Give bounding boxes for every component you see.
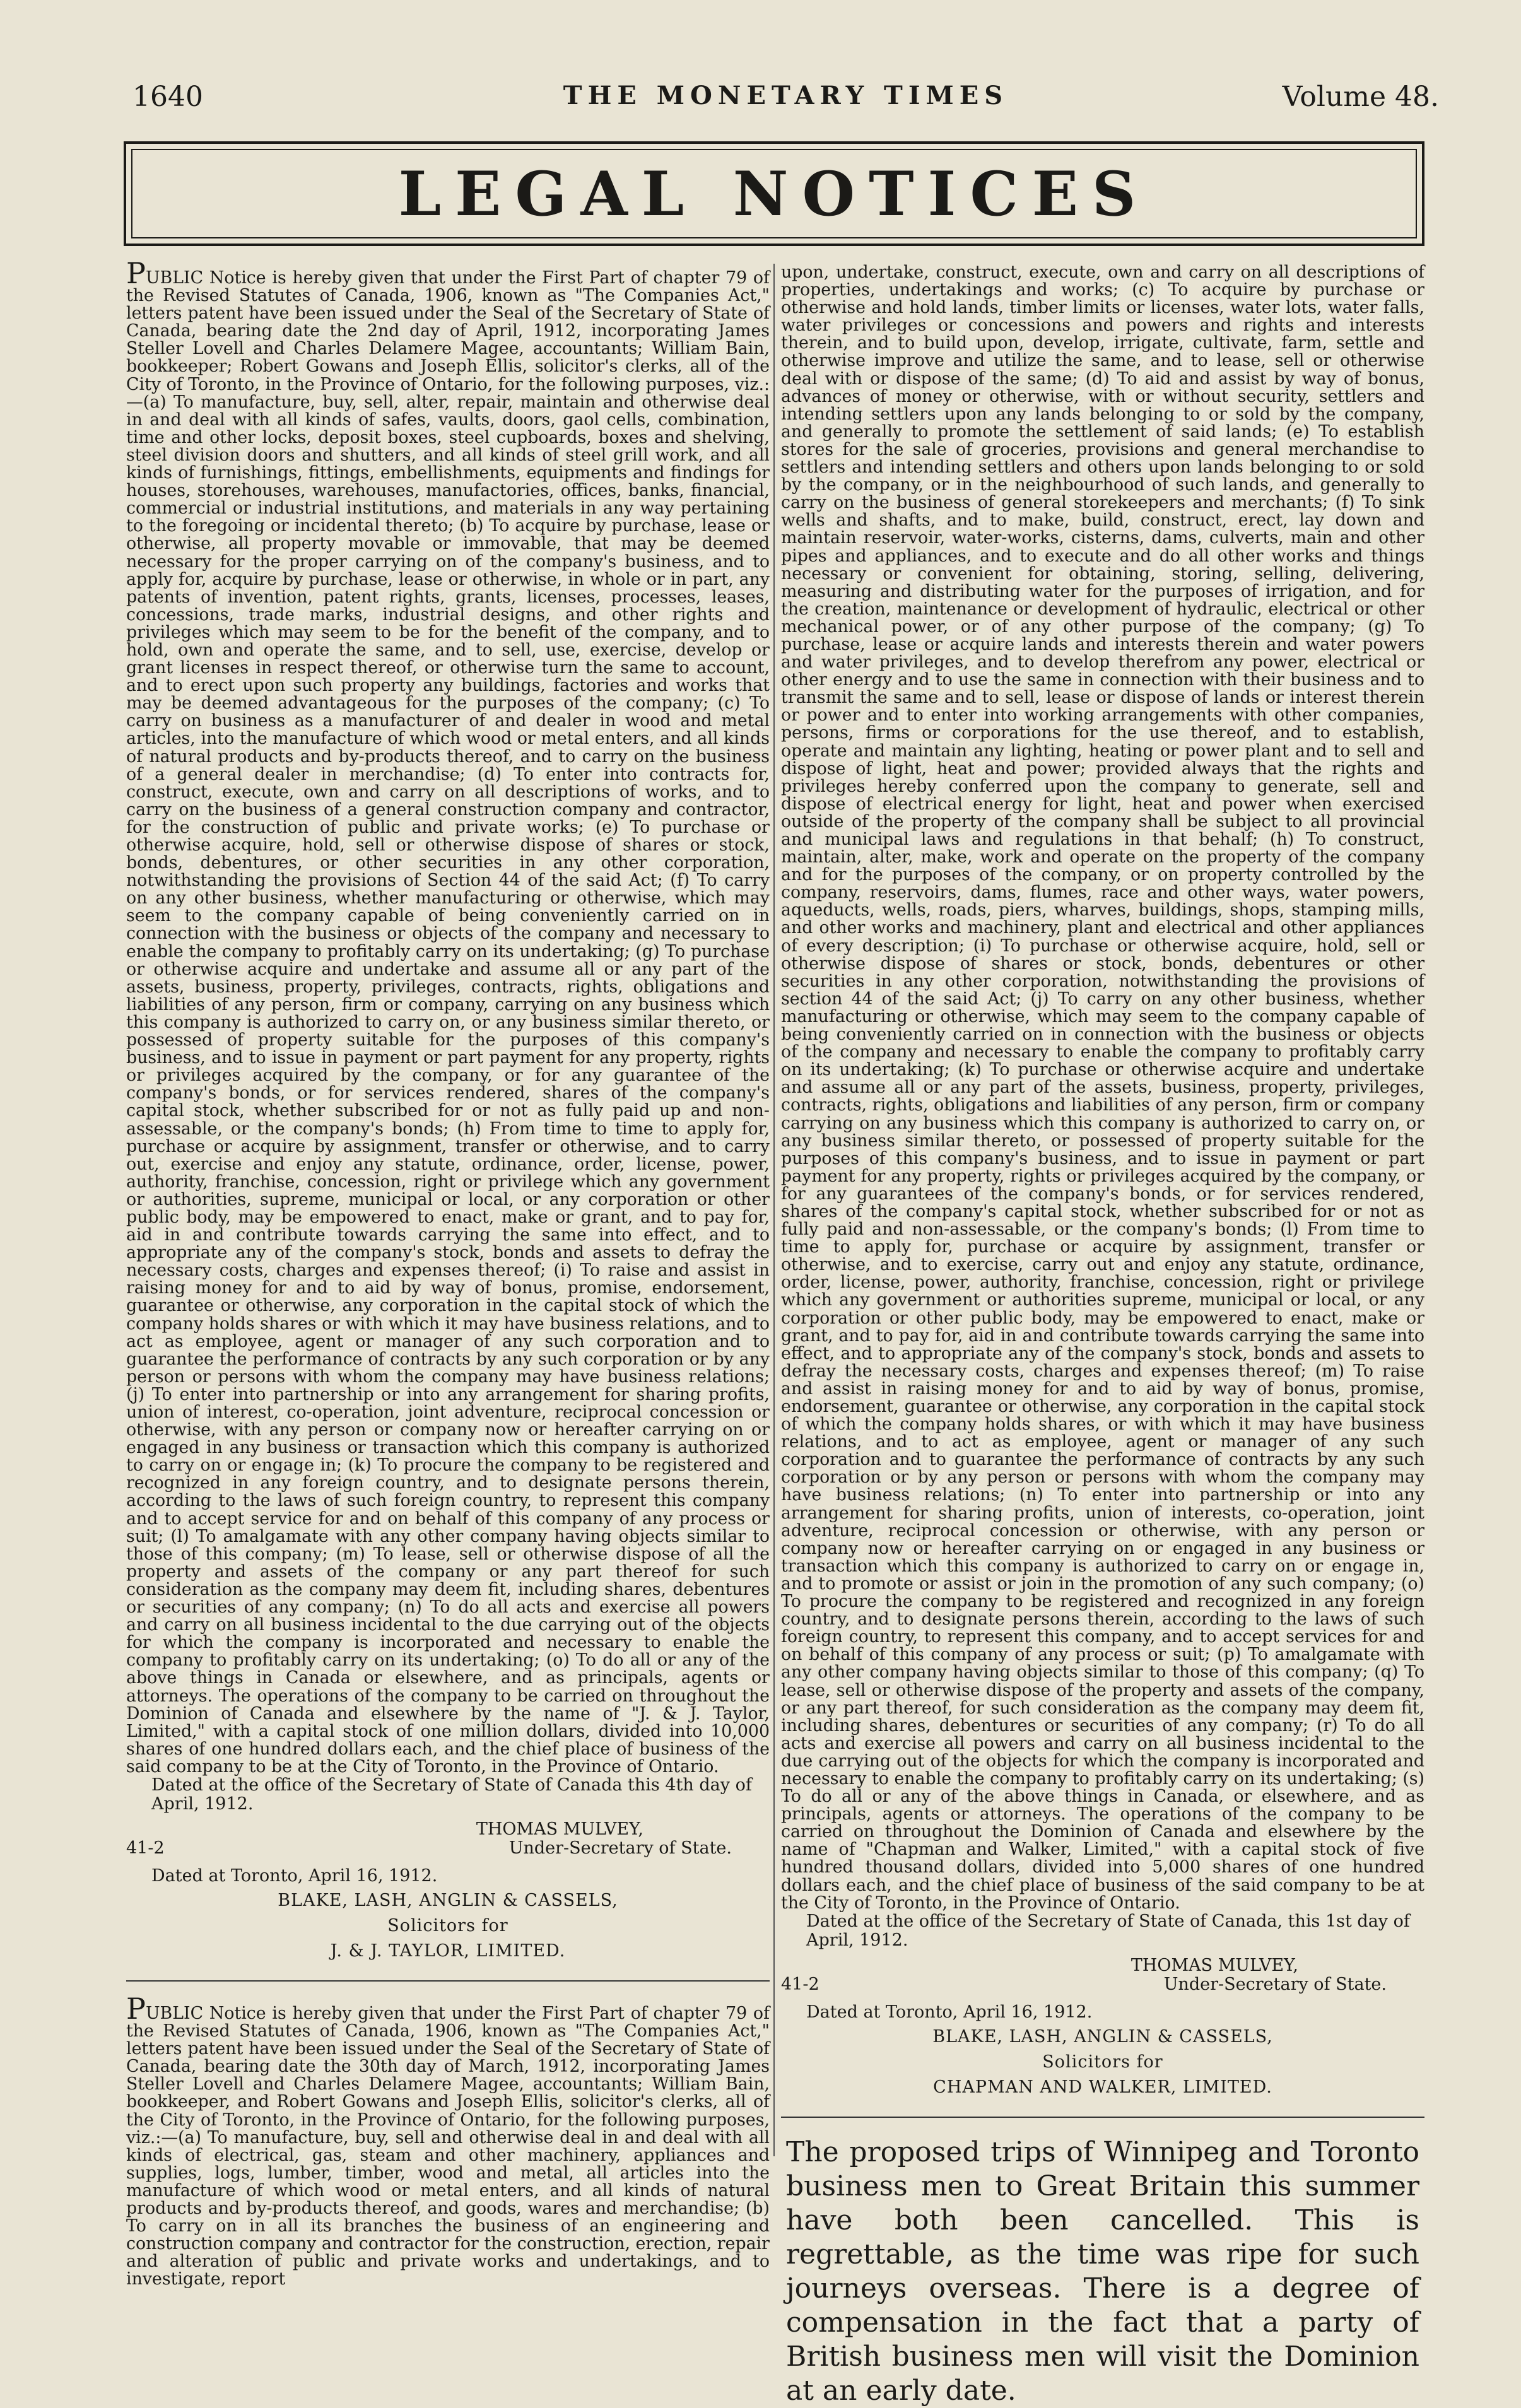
notice-2-toronto-date: Dated at Toronto, April 16, 1912. — [806, 2002, 1093, 2022]
notice-1-dated: Dated at the office of the Secretary of State of Canada this 4th day of April, 1912. — [151, 1775, 752, 1814]
masthead: THE MONETARY TIMES — [563, 81, 1009, 110]
column-divider — [773, 264, 775, 2156]
banner-inner-frame — [131, 149, 1417, 238]
notice-1-body — [126, 256, 770, 1777]
volume-label: Volume 48. — [1282, 81, 1439, 113]
editorial-separator — [781, 2117, 1424, 2118]
section-title: LEGAL NOTICES — [398, 158, 1150, 230]
notice-2-body-start — [126, 1991, 770, 2289]
notice-1-solicitors: Solicitors for — [387, 1915, 508, 1935]
notice-1-firm: BLAKE, LASH, ANGLIN & CASSELS, — [278, 1890, 618, 1910]
notice-2-dated: Dated at the office of the Secretary of State of Canada, this 1st day of April, 1912. — [806, 1911, 1410, 1950]
page-header — [132, 81, 1439, 119]
notice-2-signer-title: Under-Secretary of State. — [1163, 1974, 1387, 1994]
notice-2-signer: THOMAS MULVEY, — [1130, 1955, 1298, 1975]
notice-1-signature-row — [126, 1839, 770, 1860]
notice-2-client: CHAPMAN AND WALKER, LIMITED. — [933, 2077, 1272, 2097]
section-banner — [124, 141, 1424, 246]
notice-1-client: J. & J. TAYLOR, LIMITED. — [330, 1941, 566, 1961]
page-number: 1640 — [132, 81, 203, 113]
notice-1-toronto-date: Dated at Toronto, April 16, 1912. — [151, 1865, 438, 1886]
editorial-paragraph: The proposed trips of Winnipeg and Toronto business men to Great Britain this summer have both been cancelled. This is regrettable, as the time was ripe for such journeys overseas. There is a degree of compensation in the fact that a party of British business men will visit the Dominion at an early date. — [786, 2135, 1419, 2407]
notice-2-solicitors: Solicitors for — [1042, 2052, 1163, 2072]
notice-2-body-continued: upon, undertake, construct, execute, own and carry on all descriptions of properties, undertakings and works; (c) To acquire by purchase or otherwise and hold lands, timber limits or licenses, water lots, water falls, water privileges or concessions and powers and rights and interests therein, and to build upon, develop, irrigate, cultivate, farm, settle and otherwise improve and utilize the same, and to lease, sell or otherwise deal with or dispose of the same; (d) To aid and assist by way of bonus, advances of money or otherwise, with or without security, settlers and intending settlers upon any lands belonging to or sold by the company, and generally to promote the settlement of said lands; (e) To establish stores for the sale of groceries, provisions and general merchandise to settlers and intending settlers and others upon lands belonging to or sold by the company, or in the neighbourhood of such lands, and generally to carry on the business of general storekeepers and merchants; (f) To sink wells and shafts, and to make, build, construct, erect, lay down and maintain reservoir, water-works, cisterns, dams, culverts, main and other pipes and appliances, and to execute and do all other works and things necessary or convenient for obtaining, storing, selling, delivering, measuring and distributing water for the purposes of irrigation, and for the creation, maintenance or development of hydraulic, electrical or other mechanical power, or of any other purpose of the company; (g) To purchase, lease or acquire lands and interests therein and water powers and water privileges, and to develop therefrom any power, electrical or other energy and to use the same in connection with their business and to transmit the same and to sell, lease or dispose of lands or interest therein or power and to enter into working arrangements with other companies, persons, firms or corporations for the use thereof, and to establish, operate and maintain any lighting, heating or power plant and to sell and dispose of light, heat and power; provided always that the rights and privileges hereby conferred upon the company to generate, sell and dispose of electrical energy for light, heat and power when exercised outside of the property of the company shall be subject to all provincial and municipal laws and regulations in that behalf; (h) To construct, maintain, alter, make, work and operate on the property of the company and for the purposes of the company, or on property controlled by the company, reservoirs, dams, flumes, race and other ways, water powers, aqueducts, wells, roads, piers, wharves, buildings, shops, stamping mills, and other works and machinery, plant and electrical and other appliances of every description; (i) To purchase or otherwise acquire, hold, sell or otherwise dispose of shares or stock, bonds, debentures or other securities in any other corporation, notwithstanding the provisions of section 44 of the said Act; (j) To carry on any other business, whether manufacturing or otherwise, which may seem to the company capable of being conveniently carried on in connection with the business or objects of the company and necessary to enable the company to profitably carry on its undertaking; (k) To purchase or otherwise acquire and undertake and assume all or any part of the assets, business, property, privileges, contracts, rights, obligations and liabilities of any person, firm or company carrying on any business which this company is authorized to carry on, or any business similar thereto, or possessed of property suitable for the purposes of this company's business, and to issue in payment or part payment for any property, rights or privileges acquired by the company, or for any guarantees of the company's bonds, or for services rendered, shares of the company's capital stock, whether subscribed for or not as fully paid and non-assessable, or the company's bonds; (l) From time to time to apply for, purchase or acquire by assignment, transfer or otherwise, and to exercise, carry out and enjoy any statute, ordinance, order, license, power, authority, franchise, concession, right or privilege which any government or authorities supreme, municipal or local, or any corporation or other public body, may be empowered to enact, make or grant, and to pay for, aid in and contribute towards carrying the same into effect, and to appropriate any of the company's stock, bonds and assets to defray the necessary costs, charges and expenses thereof; (m) To raise and assist in raising money for and to aid by way of bonus, promise, endorsement, guarantee or otherwise, any corporation in the capital stock of which the company holds shares, or with which it may have business relations, and to act as employee, agent or manager of any such corporation and to guarantee the performance of contracts by any such corporation or by any person or persons with whom the company may have business relations; (n) To enter into partnership or into any arrangement for sharing profits, union of interests, co-operation, joint adventure, reciprocal concession or otherwise, with any person or company now or hereafter carrying on or engaged in any business or transaction which this company is authorized to carry on or engage in, and to promote or assist or join in the promotion of any such company; (o) To procure the company to be registered and recognized in any foreign country, and to designate persons therein, according to the laws of such foreign country, to represent this company, and to accept services for and on behalf of this company of any process or suit; (p) To amalgamate with any other company having objects similar to those of this company; (q) To lease, sell or otherwise dispose of the property and assets of the company, or any part thereof, for such consideration as the company may deem fit, including shares, debentures or securities of any company; (r) To do all acts and exercise all powers and carry on all business incidental to the due carrying out of the objects for which the company is incorporated and necessary to enable the company to profitably carry on its undertaking; (s) To do all or any of the above things in Canada, or elsewhere, and as principals, agents or attorneys. The operations of the company to be carried on throughout the Dominion of Canada and elsewhere by the name of "Chapman and Walker, Limited," with a capital stock of five hundred thousand dollars, divided into 5,000 shares of one hundred dollars each, and the chief place of business of the said company to be at the City of Toronto, in the Province of Ontario. — [781, 262, 1424, 1913]
notice-separator — [126, 1980, 770, 1982]
notice-2-signature-row — [781, 1975, 1424, 1997]
notice-1-dropcap: P — [126, 256, 146, 290]
notice-2-number: 41-2 — [781, 1974, 819, 1994]
right-column — [781, 264, 1424, 2408]
notice-1-number: 41-2 — [126, 1838, 165, 1858]
notice-2-firm: BLAKE, LASH, ANGLIN & CASSELS, — [932, 2026, 1273, 2047]
notice-1-text: UBLIC Notice is hereby given that under the First Part of chapter 79 of the Revised Statutes of Canada, 1906, known as "The Companies Act," letters patent have been issued under the Seal of the Secretary of State of Canada, bearing date the 2nd day of April, 1912, incorporating James Steller Lovell and Charles Delamere Magee, accountants; William Bain, bookkeeper; Robert Gowans and Joseph Ellis, solicitor's clerks, all of the City of Toronto, in the Province of Ontario, for the following purposes, viz.:—(a) To manufacture, buy, sell, alter, repair, maintain and otherwise deal in and deal with all kinds of safes, vaults, doors, gaol cells, combination, time and other locks, deposit boxes, steel cupboards, boxes and shelving, steel division doors and shutters, and all kinds of steel grill work, and all kinds of furnishings, fittings, embellishments, equipments and findings for houses, storehouses, warehouses, manufactories, offices, banks, financial, commercial or industrial institutions, and materials in any way pertaining to the foregoing or incidental thereto; (b) To acquire by purchase, lease or otherwise, all property movable or immovable, that may be deemed necessary for the proper carrying on of the company's business, and to apply for, acquire by purchase, lease or otherwise, in whole or in part, any patents of invention, patent rights, grants, licenses, processes, leases, concessions, trade marks, industrial designs, and other rights and privileges which may seem to be for the benefit of the company, and to hold, own and operate the same, and to sell, use, exercise, develop or grant licenses in respect thereof, or otherwise turn the same to account, and to erect upon such property any buildings, factories and works that may be deemed advantageous for the purposes of the company; (c) To carry on business as a manufacturer of and dealer in wood and metal articles, into the manufacture of which wood or metal enters, and all kinds of natural products and by-products thereof, and to carry on the business of a general dealer in merchandise; (d) To enter into contracts for, construct, execute, own and carry on all descriptions of works, and to carry on the business of a general construction company and contractor, for the construction of public and private works; (e) To purchase or otherwise acquire, hold, sell or otherwise dispose of shares or stock, bonds, debentures, or other securities in any other corporation, notwithstanding the provisions of Section 44 of the said Act; (f) To carry on any other business, whether manufacturing or otherwise, which may seem to the company capable of being conveniently carried on in connection with the business or objects of the company and necessary to enable the company to profitably carry on its undertaking; (g) To purchase or otherwise acquire and undertake and assume all or any part of the assets, business, property, privileges, contracts, rights, obligations and liabilities of any person, firm or company, carrying on any business which this company is authorized to carry on, or any business similar thereto, or possessed of property suitable for the purposes of this company's business, and to issue in payment or part payment for any property, rights or privileges acquired by the company, or for any guarantee of the company's bonds, or for services rendered, shares of the company's capital stock, whether subscribed for or not as fully paid up and non-assessable, or the company's bonds; (h) From time to time to apply for, purchase or acquire by assignment, transfer or otherwise, and to carry out, exercise and enjoy any statute, ordinance, order, license, power, authority, franchise, concession, right or privilege which any government or authorities, supreme, municipal or local, or any corporation or other public body, may be empowered to enact, make or grant, and to pay for, aid in and contribute towards carrying the same into effect, and to appropriate any of the company's stock, bonds and assets to defray the necessary costs, charges and expenses thereof; (i) To raise and assist in raising money for and to aid by way of bonus, promise, endorsement, guarantee or otherwise, any corporation in the capital stock of which the company holds shares or with which it may have business relations, and to act as employee, agent or manager of any such corporation and to guarantee the performance of contracts by any such corporation or by any person or persons with whom the company may have business relations; (j) To enter into partnership or into any arrangement for sharing profits, union of interest, co-operation, joint adventure, reciprocal concession or otherwise, with any person or company now or hereafter carrying on or engaged in any business or transaction which this company is authorized to carry on or engage in; (k) To procure the company to be registered and recognized in any foreign country, and to designate persons therein, according to the laws of such foreign country, to represent this company and to accept service for and on behalf of this company of any process or suit; (l) To amalgamate with any other company having objects similar to those of this company; (m) To lease, sell or otherwise dispose of all the property and assets of the company or any part thereof for such consideration as the company may deem fit, including shares, debentures or securities of any company; (n) To do all acts and exercise all powers and carry on all business incidental to the due carrying out of the objects for which the company is incorporated and necessary to enable the company to profitably carry on its undertaking; (o) To do all or any of the above things in Canada or elsewhere, and as principals, agents or attorneys. The operations of the company to be carried on throughout the Dominion of Canada and elsewhere by the name of "J. & J. Taylor, Limited," with a capital stock of one million dollars, divided into 10,000 shares of one hundred dollars each, and the chief place of business of the said company to be at the City of Toronto, in the Province of Ontario. — [126, 268, 770, 1777]
notice-2-text-start: UBLIC Notice is hereby given that under the First Part of chapter 79 of the Revised Statutes of Canada, 1906, known as "The Companies Act," letters patent have been issued under the Seal of the Secretary of State of Canada, bearing date the 30th day of March, 1912, incorporating James Steller Lovell and Charles Delamere Magee, accountants; William Bain, bookkeeper, and Robert Gowans and Joseph Ellis, solicitor's clerks, all of the City of Toronto, in the Province of Ontario, for the following purposes, viz.:—(a) To manufacture, buy, sell and otherwise deal in and deal with all kinds of electrical, gas, steam and other machinery, appliances and supplies, logs, lumber, timber, wood and metal, all articles into the manufacture of which wood or metal enters, and all kinds of natural products and by-products thereof, and goods, wares and merchandise; (b) To carry on in all its branches the business of an engineering and construction company and contractor for the construction, erection, repair and alteration of public and private works and undertakings, and to investigate, report — [126, 2003, 770, 2289]
notice-1-signer: THOMAS MULVEY, — [476, 1819, 643, 1839]
notice-1-signer-title: Under-Secretary of State. — [508, 1838, 732, 1858]
notice-2-dropcap: P — [126, 1991, 146, 2026]
left-column — [126, 256, 770, 2289]
